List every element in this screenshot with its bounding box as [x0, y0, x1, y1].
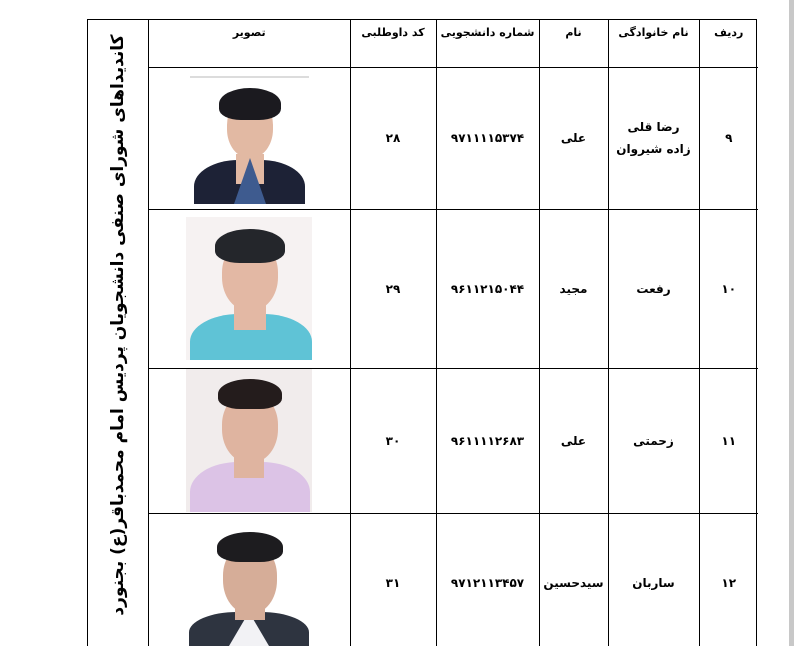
cell-first-name: مجید	[539, 209, 608, 368]
candidates-table	[149, 20, 758, 646]
cell-candidate-code: ۲۹	[350, 209, 436, 368]
header-family-name: نام خانوادگی	[608, 20, 699, 67]
cell-candidate-code: ۳۱	[350, 513, 436, 646]
header-photo: تصویر	[149, 20, 350, 67]
cell-first-name: سیدحسین	[539, 513, 608, 646]
header-first-name: نام	[539, 20, 608, 67]
cell-family-name: رفعت	[608, 209, 699, 368]
cell-photo	[149, 209, 350, 368]
cell-student-number: ۹۷۱۲۱۱۳۴۵۷	[436, 513, 539, 646]
cell-candidate-code: ۳۰	[350, 368, 436, 513]
candidates-sheet	[87, 19, 757, 646]
document-title: کاندیداهای شورای صنفی دانشجویان پردیس امام محمدباقر(ع) بجنورد	[108, 34, 128, 616]
scrollbar-edge[interactable]	[789, 0, 794, 646]
cell-family-name: رضا قلی زاده شیروان	[608, 67, 699, 209]
cell-index: ۱۱	[699, 368, 758, 513]
table-row	[149, 209, 758, 368]
cell-family-name: زحمتی	[608, 368, 699, 513]
header-index: ردیف	[699, 20, 758, 67]
cell-candidate-code: ۲۸	[350, 67, 436, 209]
header-student-number: شماره دانشجویی	[436, 20, 539, 67]
candidate-photo-icon	[186, 217, 312, 360]
table-row	[149, 368, 758, 513]
cell-student-number: ۹۷۱۱۱۱۵۳۷۴	[436, 67, 539, 209]
cell-photo	[149, 513, 350, 646]
cell-index: ۱۲	[699, 513, 758, 646]
table-row	[149, 513, 758, 646]
header-candidate-code: کد داوطلبی	[350, 20, 436, 67]
table-row	[149, 67, 758, 209]
cell-index: ۱۰	[699, 209, 758, 368]
cell-student-number: ۹۶۱۱۱۱۲۶۸۳	[436, 368, 539, 513]
cell-photo	[149, 368, 350, 513]
vertical-title-column	[88, 20, 149, 646]
cell-index: ۹	[699, 67, 758, 209]
candidate-photo-icon	[190, 76, 309, 204]
candidate-photo-icon	[186, 369, 312, 512]
cell-first-name: علی	[539, 67, 608, 209]
table-header-row	[149, 20, 758, 67]
cell-photo	[149, 67, 350, 209]
cell-student-number: ۹۶۱۱۲۱۵۰۴۴	[436, 209, 539, 368]
cell-family-name: ساربان	[608, 513, 699, 646]
cell-first-name: علی	[539, 368, 608, 513]
candidate-photo-icon	[189, 520, 309, 646]
